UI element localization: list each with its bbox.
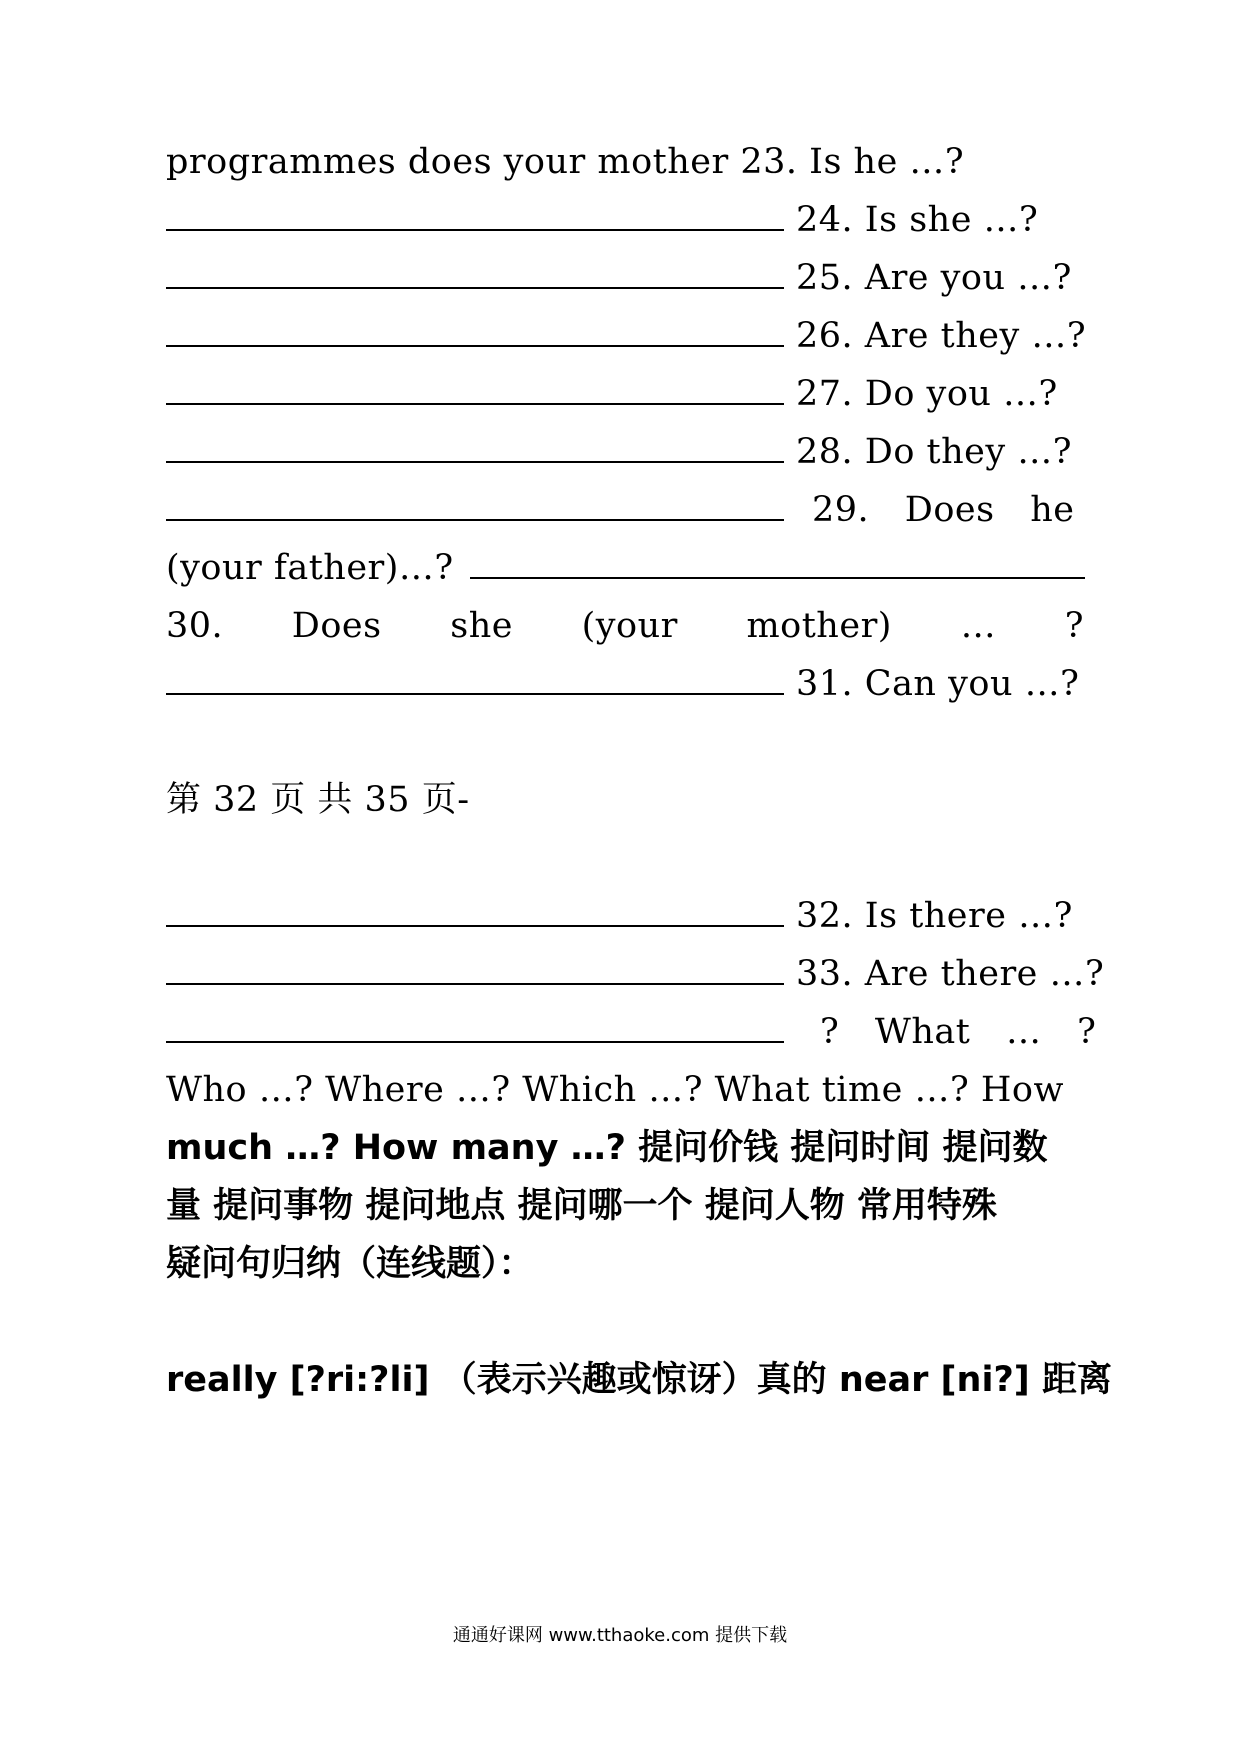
programmes-line-text: programmes does your mother 23. Is he …? [166, 142, 965, 182]
your-father-text: (your father)…? [166, 548, 454, 588]
answer-blank-32[interactable] [166, 897, 784, 927]
question-words-line-3 [166, 1184, 1084, 1228]
answer-blank-24[interactable] [166, 201, 784, 231]
blank-line-29 [166, 488, 1084, 532]
question-30-word-2: Does [291, 606, 382, 646]
question-30-word-4: (your [581, 606, 678, 646]
question-words-text-3: 量 提问事物 提问地点 提问哪一个 提问人物 常用特殊 [166, 1186, 997, 1226]
question-24: 24. Is she …? [796, 200, 1039, 240]
question-words-text-1: Who …? Where …? Which …? What time …? How [166, 1070, 1064, 1110]
your-father-line [166, 546, 1084, 590]
question-words-line-4 [166, 1242, 1084, 1286]
page-number-line [166, 778, 1084, 822]
answer-blank-26[interactable] [166, 317, 784, 347]
question-26: 26. Are they …? [796, 316, 1087, 356]
blank-line-33 [166, 952, 1106, 996]
vocabulary-text: really [?ri:?li] （表示兴趣或惊讶）真的 near [ni?] 距离 [166, 1360, 1112, 1400]
question-25: 25. Are you …? [796, 258, 1072, 298]
answer-blank-28[interactable] [166, 433, 784, 463]
question-33: 33. Are there …? [796, 954, 1105, 994]
blank-line-26 [166, 314, 1087, 358]
question-30-word-5: mother) [746, 606, 892, 646]
answer-blank-29[interactable] [166, 491, 784, 521]
blank-line-27 [166, 372, 1084, 416]
question-words-line-1 [166, 1068, 1084, 1112]
answer-blank-what[interactable] [166, 1013, 784, 1043]
answer-blank-27[interactable] [166, 375, 784, 405]
question-30-word-1: 30. [166, 606, 224, 646]
blank-line-32 [166, 894, 1084, 938]
answer-blank-33[interactable] [166, 955, 784, 985]
question-27: 27. Do you …? [796, 374, 1058, 414]
question-30-word-3: she [450, 606, 513, 646]
question-30-line [166, 604, 1084, 648]
blank-line-31 [166, 662, 1084, 706]
answer-blank-31[interactable] [166, 665, 784, 695]
question-what: ? What … ? [820, 1012, 1097, 1052]
question-30-word-6: … [960, 606, 997, 646]
question-words-text-2: much …? How many …? 提问价钱 提问时间 提问数 [166, 1128, 1048, 1168]
question-32: 32. Is there …? [796, 896, 1073, 936]
text-line-programmes [166, 140, 1084, 184]
blank-line-24 [166, 198, 1084, 242]
blank-line-25 [166, 256, 1084, 300]
answer-blank-25[interactable] [166, 259, 784, 289]
question-29: 29. Does he [812, 490, 1075, 530]
question-words-text-4: 疑问句归纳（连线题）： [166, 1244, 534, 1284]
question-30-word-7: ? [1064, 606, 1084, 646]
question-31: 31. Can you …? [796, 664, 1080, 704]
page-number: 第 32 页 共 35 页- [166, 780, 470, 820]
question-28: 28. Do they …? [796, 432, 1073, 472]
blank-line-what [166, 1010, 1097, 1054]
page-footer: 通通好课网 www.tthaoke.com 提供下载 [452, 1625, 788, 1646]
vocabulary-line [166, 1358, 1112, 1402]
question-words-line-2 [166, 1126, 1084, 1170]
blank-line-28 [166, 430, 1084, 474]
answer-blank-your-father[interactable] [470, 549, 1085, 579]
